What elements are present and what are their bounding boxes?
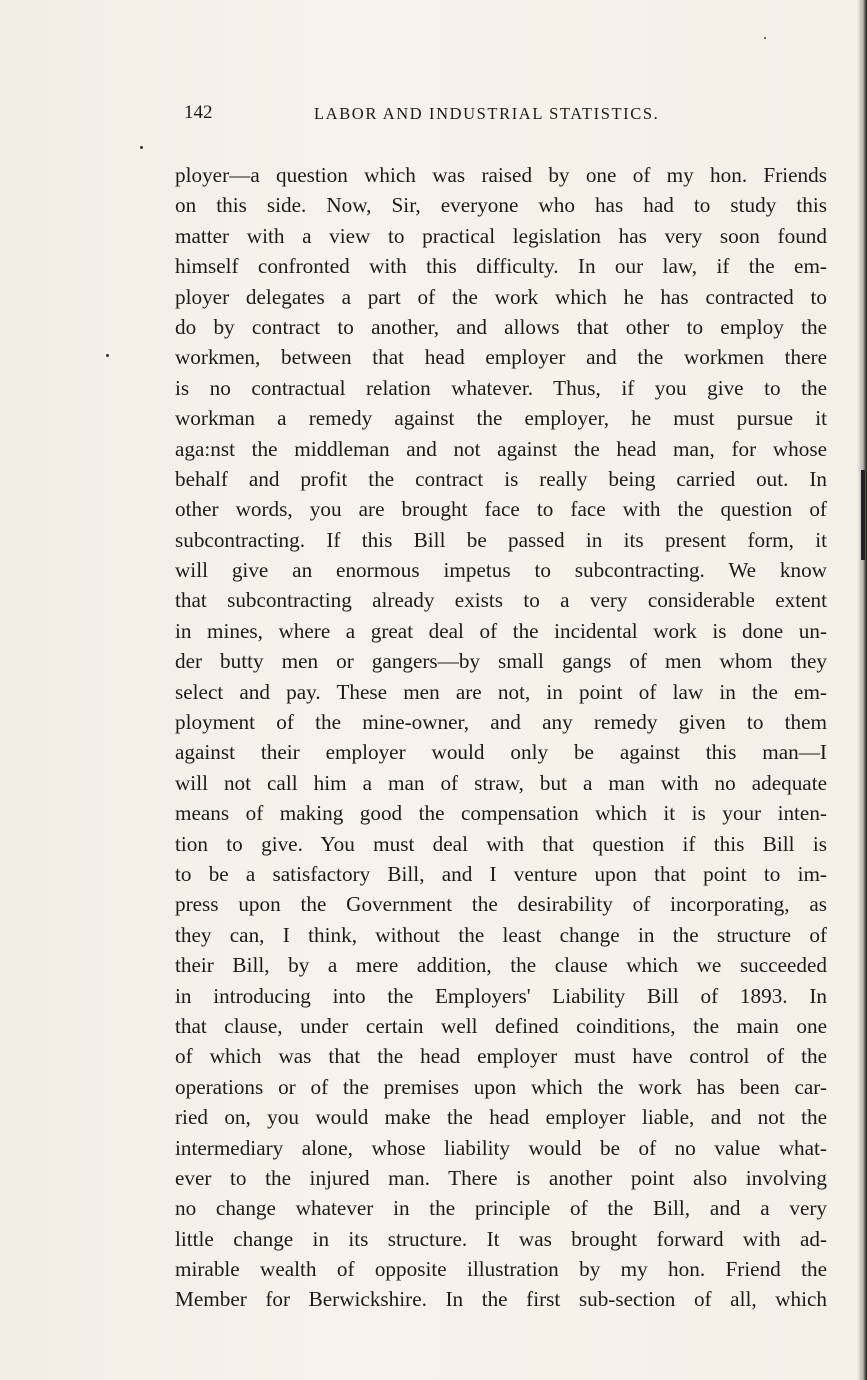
- text-line: in introducing into the Employers' Liability Bill of 1893. In: [175, 983, 827, 1008]
- text-line: that clause, under certain well defined coinditions, the main one: [175, 1013, 827, 1038]
- page-number: 142: [184, 102, 213, 123]
- text-line: they can, I think, without the least change in the structure of: [175, 922, 827, 947]
- running-head-title: LABOR AND INDUSTRIAL STATISTICS.: [314, 104, 660, 123]
- text-line: operations or of the premises upon which the work has been car-: [175, 1074, 827, 1099]
- body-text: [175, 160, 827, 1315]
- text-line: on this side. Now, Sir, everyone who has had to study this: [175, 193, 827, 218]
- text-line: their Bill, by a mere addition, the clause which we succeeded: [175, 953, 827, 978]
- text-line: ployment of the mine-owner, and any remedy given to them: [175, 710, 827, 735]
- text-line: ever to the injured man. There is another point also involving: [175, 1165, 827, 1190]
- text-line: little change in its structure. It was brought forward with ad-: [175, 1226, 827, 1251]
- running-head: [184, 102, 712, 132]
- text-line: no change whatever in the principle of the Bill, and a very: [175, 1196, 827, 1221]
- ink-speck: [764, 37, 766, 39]
- ink-speck: [140, 146, 143, 149]
- text-line: do by contract to another, and allows that other to employ the: [175, 314, 827, 339]
- text-line: aga:nst the middleman and not against the head man, for whose: [175, 436, 827, 461]
- text-line: select and pay. These men are not, in point of law in the em-: [175, 679, 827, 704]
- text-line: against their employer would only be against this man—I: [175, 740, 827, 765]
- text-line: ployer—a question which was raised by one of my hon. Friends: [175, 163, 827, 187]
- text-line: ployer delegates a part of the work which he has contracted to: [175, 284, 827, 309]
- text-line: other words, you are brought face to face with the question of: [175, 497, 827, 522]
- text-line: himself confronted with this difficulty. In our law, if the em-: [175, 254, 827, 279]
- text-line: to be a satisfactory Bill, and I venture upon that point to im-: [175, 861, 827, 886]
- text-line: tion to give. You must deal with that question if this Bill is: [175, 831, 827, 856]
- text-line: subcontracting. If this Bill be passed in its present form, it: [175, 527, 827, 552]
- text-line: workmen, between that head employer and the workmen there: [175, 345, 827, 370]
- text-line: will give an enormous impetus to subcontracting. We know: [175, 558, 827, 583]
- ink-speck: [106, 354, 109, 357]
- text-line: intermediary alone, whose liability would be of no value what-: [175, 1135, 827, 1160]
- text-line: matter with a view to practical legislation has very soon found: [175, 223, 827, 248]
- text-line: ried on, you would make the head employer liable, and not the: [175, 1105, 827, 1130]
- text-line: that subcontracting already exists to a very considerable extent: [175, 588, 827, 613]
- text-line: mirable wealth of opposite illustration by my hon. Friend the: [175, 1257, 827, 1282]
- text-line: means of making good the compensation which it is your inten-: [175, 801, 827, 826]
- text-line: of which was that the head employer must have control of the: [175, 1044, 827, 1069]
- text-line: is no contractual relation whatever. Thus, if you give to the: [175, 375, 827, 400]
- text-line: in mines, where a great deal of the incidental work is done un-: [175, 618, 827, 643]
- text-line: behalf and profit the contract is really being carried out. In: [175, 466, 827, 491]
- binding-mark: [861, 470, 865, 560]
- text-line: Member for Berwickshire. In the first sub-section of all, which: [175, 1287, 827, 1312]
- text-line: press upon the Government the desirability of incorporating, as: [175, 892, 827, 917]
- text-line: will not call him a man of straw, but a man with no adequate: [175, 770, 827, 795]
- text-line: workman a remedy against the employer, he must pursue it: [175, 406, 827, 431]
- page-edge-shadow: [857, 0, 867, 1380]
- text-line: der butty men or gangers—by small gangs of men whom they: [175, 649, 827, 674]
